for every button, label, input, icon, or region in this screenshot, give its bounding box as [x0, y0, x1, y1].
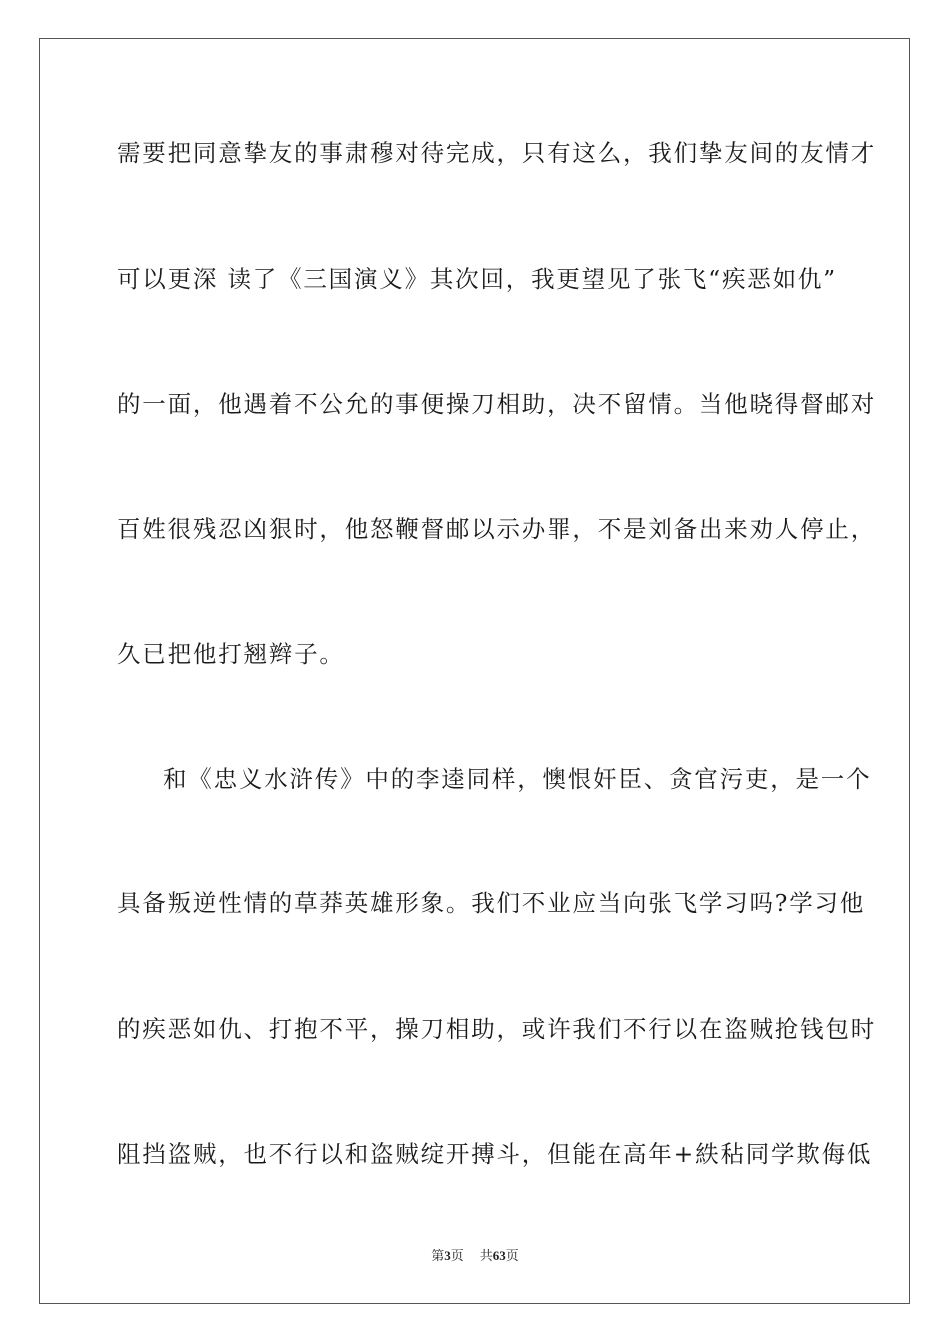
page-prefix: 第: [431, 1249, 445, 1264]
body-text-line: 百姓很残忍凶狠时，他怒鞭督邮以示办罪，不是刘备出来劝人停止，: [117, 515, 876, 543]
page-footer: [0, 1247, 950, 1266]
total-suffix: 页: [505, 1249, 519, 1264]
page-border: [39, 38, 910, 1304]
body-text-line: 具备叛逆性情的草莽英雄形象。我们不业应当向张飞学习吗?学习他: [117, 889, 866, 917]
body-text-line: 需要把同意挚友的事肃穆对待完成，只有这么，我们挚友间的友情才: [117, 139, 876, 167]
total-pages: 63: [492, 1248, 506, 1263]
body-text-line: 久已把他打翘辫子。: [117, 640, 345, 668]
body-text-line: 的疾恶如仇、打抱不平，操刀相助，或许我们不行以在盗贼抢钱包时: [117, 1015, 876, 1043]
paragraph-first-line: 和《忠义水浒传》中的李逵同样，懊恨奸臣、贪官污吏，是一个: [163, 765, 872, 793]
body-text-line: 阻挡盗贼，也不行以和盗贼绽开搏斗，但能在高年+紩秥同学欺侮低: [117, 1140, 873, 1168]
body-text-line: 可以更深 读了《三国演义》其次回，我更望见了张飞“疾恶如仇”: [117, 265, 837, 293]
page-number: 3: [444, 1248, 451, 1263]
page-suffix: 页: [450, 1249, 464, 1264]
total-prefix: 共: [479, 1249, 493, 1264]
body-text-line: 的一面，他遇着不公允的事便操刀相助，决不留情。当他晓得督邮对: [117, 390, 876, 418]
